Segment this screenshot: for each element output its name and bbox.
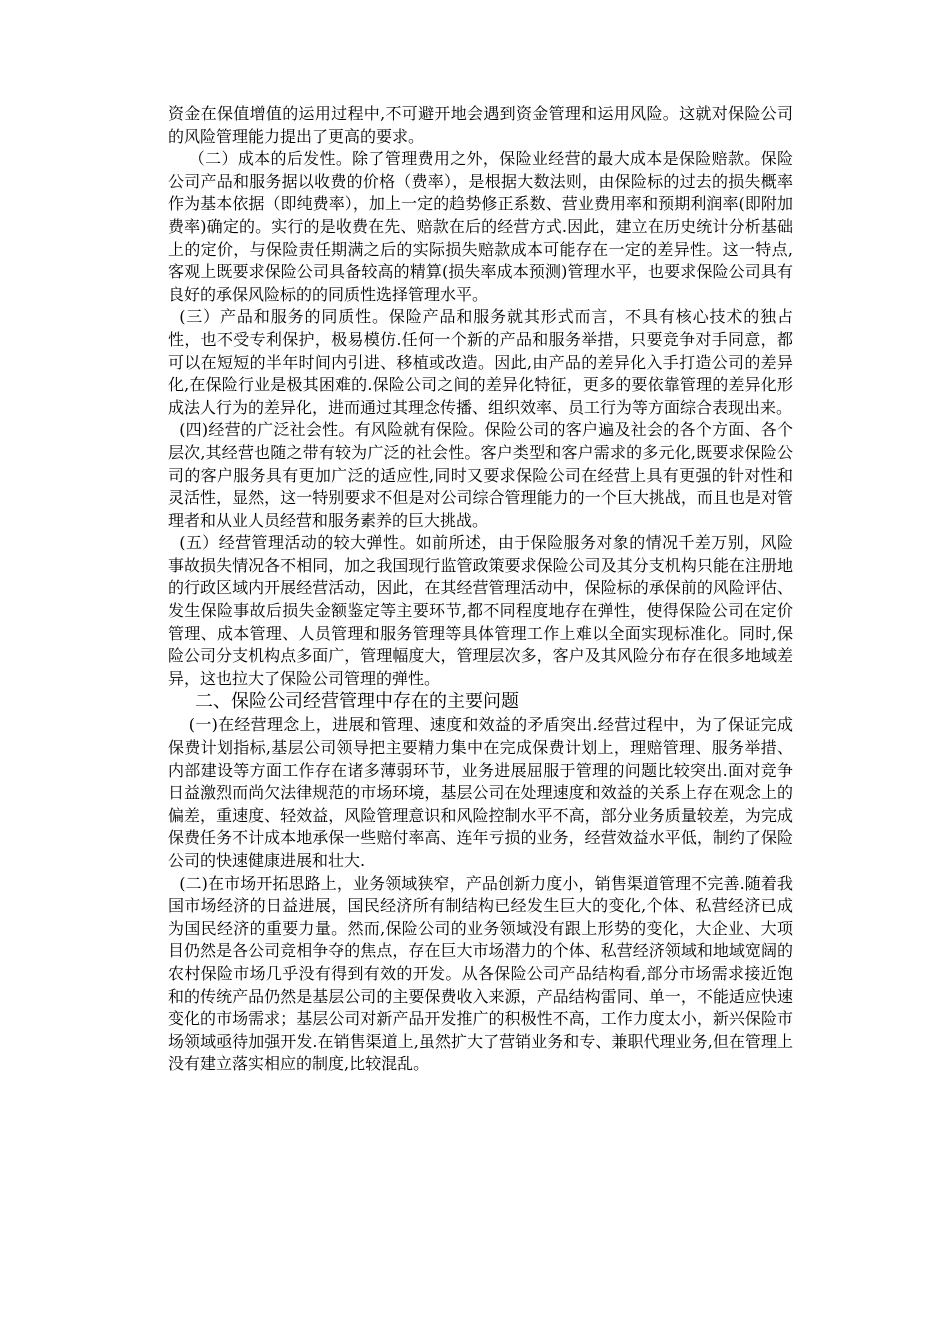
paragraph-homogeneity: (三）产品和服务的同质性。保险产品和服务就其形式而言，不具有核心技术的独占性，也不受专利保护，极易模仿.任何一个新的产品和服务举措，只要竞争对手同意，都可以在短短的半年时间内引进、移植或改造。因此,由产品的差异化入手打造公司的差异化,在保险行业是极其困难的.保险公司之间的差异化特征，更多的要依靠管理的差异化形成法人行为的差异化，进而通过其理念传播、组织效率、员工行为等方面综合表现出来。 <box>168 307 793 417</box>
paragraph-philosophy-issue: (一)在经营理念上，进展和管理、速度和效益的矛盾突出.经营过程中，为了保证完成保费计划指标,基层公司领导把主要精力集中在完成保费计划上，理赔管理、服务举措、内部建设等方面工作存在诸多薄弱环节，业务进展屈服于管理的问题比较突出.面对竞争日益激烈而尚欠法律规范的市场环境，基层公司在处理速度和效益的关系上存在观念上的偏差，重速度、轻效益，风险管理意识和风险控制水平不高，部分业务质量较差，为完成保费任务不计成本地承保一些赔付率高、连年亏损的业务，经营效益水平低，制约了保险公司的快速健康进展和壮大. <box>168 715 793 870</box>
paragraph-elasticity: (五）经营管理活动的较大弹性。如前所述，由于保险服务对象的情况千差万别，风险事故损失情况各不相同，加之我国现行监管政策要求保险公司及其分支机构只能在注册地的行政区域内开展经营活动，因此，在其经营管理活动中，保险标的承保前的风险评估、发生保险事故后损失金额鉴定等主要环节,都不同程度地存在弹性，使得保险公司在定价管理、成本管理、人员管理和服务管理等具体管理工作上难以全面实现标准化。同时,保险公司分支机构点多面广，管理幅度大，管理层次多，客户及其风险分布存在很多地域差异，这也拉大了保险公司管理的弹性。 <box>168 533 793 688</box>
paragraph-market-issue: (二)在市场开拓思路上，业务领域狭窄，产品创新力度小，销售渠道管理不完善.随着我国市场经济的日益进展，国民经济所有制结构已经发生巨大的变化,个体、私营经济已成为国民经济的重要力量。然而,保险公司的业务领域没有跟上形势的变化，大企业、大项目仍然是各公司竞相争夺的焦点，存在巨大市场潜力的个体、私营经济领域和地域宽阔的农村保险市场几乎没有得到有效的开发。从各保险公司产品结构看,部分市场需求接近饱和的传统产品仍然是基层公司的主要保费收入来源，产品结构雷同、单一，不能适应快速变化的市场需求；基层公司对新产品开发推广的积极性不高，工作力度太小，新兴保险市场领域亟待加强开发.在销售渠道上,虽然扩大了营销业务和专、兼职代理业务,但在管理上没有建立落实相应的制度,比较混乱。 <box>168 873 793 1074</box>
paragraph-social-nature: (四)经营的广泛社会性。有风险就有保险。保险公司的客户遍及社会的各个方面、各个层次,其经营也随之带有较为广泛的社会性。客户类型和客户需求的多元化,既要求保险公司的客户服务具有更加广泛的适应性,同时又要求保险公司在经营上具有更强的针对性和灵活性，显然，这一特别要求不但是对公司综合管理能力的一个巨大挑战，而且也是对管理者和从业人员经营和服务素养的巨大挑战。 <box>168 420 793 530</box>
paragraph-cost-lag: （二）成本的后发性。除了管理费用之外，保险业经营的最大成本是保险赔款。保险公司产品和服务据以收费的价格（费率），是根据大数法则，由保险标的过去的损失概率作为基本依据（即纯费率），加上一定的趋势修正系数、营业费用率和预期利润率(即附加费率)确定的。实行的是收费在先、赔款在后的经营方式.因此，建立在历史统计分析基础上的定价，与保险责任期满之后的实际损失赔款成本可能存在一定的差异性。这一特点,客观上既要求保险公司具备较高的精算(损失率成本预测)管理水平，也要求保险公司具有良好的承保风险标的的同质性选择管理水平。 <box>168 149 793 304</box>
paragraph-capital-risk: 资金在保值增值的运用过程中,不可避开地会遇到资金管理和运用风险。这就对保险公司的风险管理能力提出了更高的要求。 <box>168 104 793 146</box>
section-heading: 二、保险公司经营管理中存在的主要问题 <box>195 691 519 713</box>
document-body <box>168 103 793 1076</box>
